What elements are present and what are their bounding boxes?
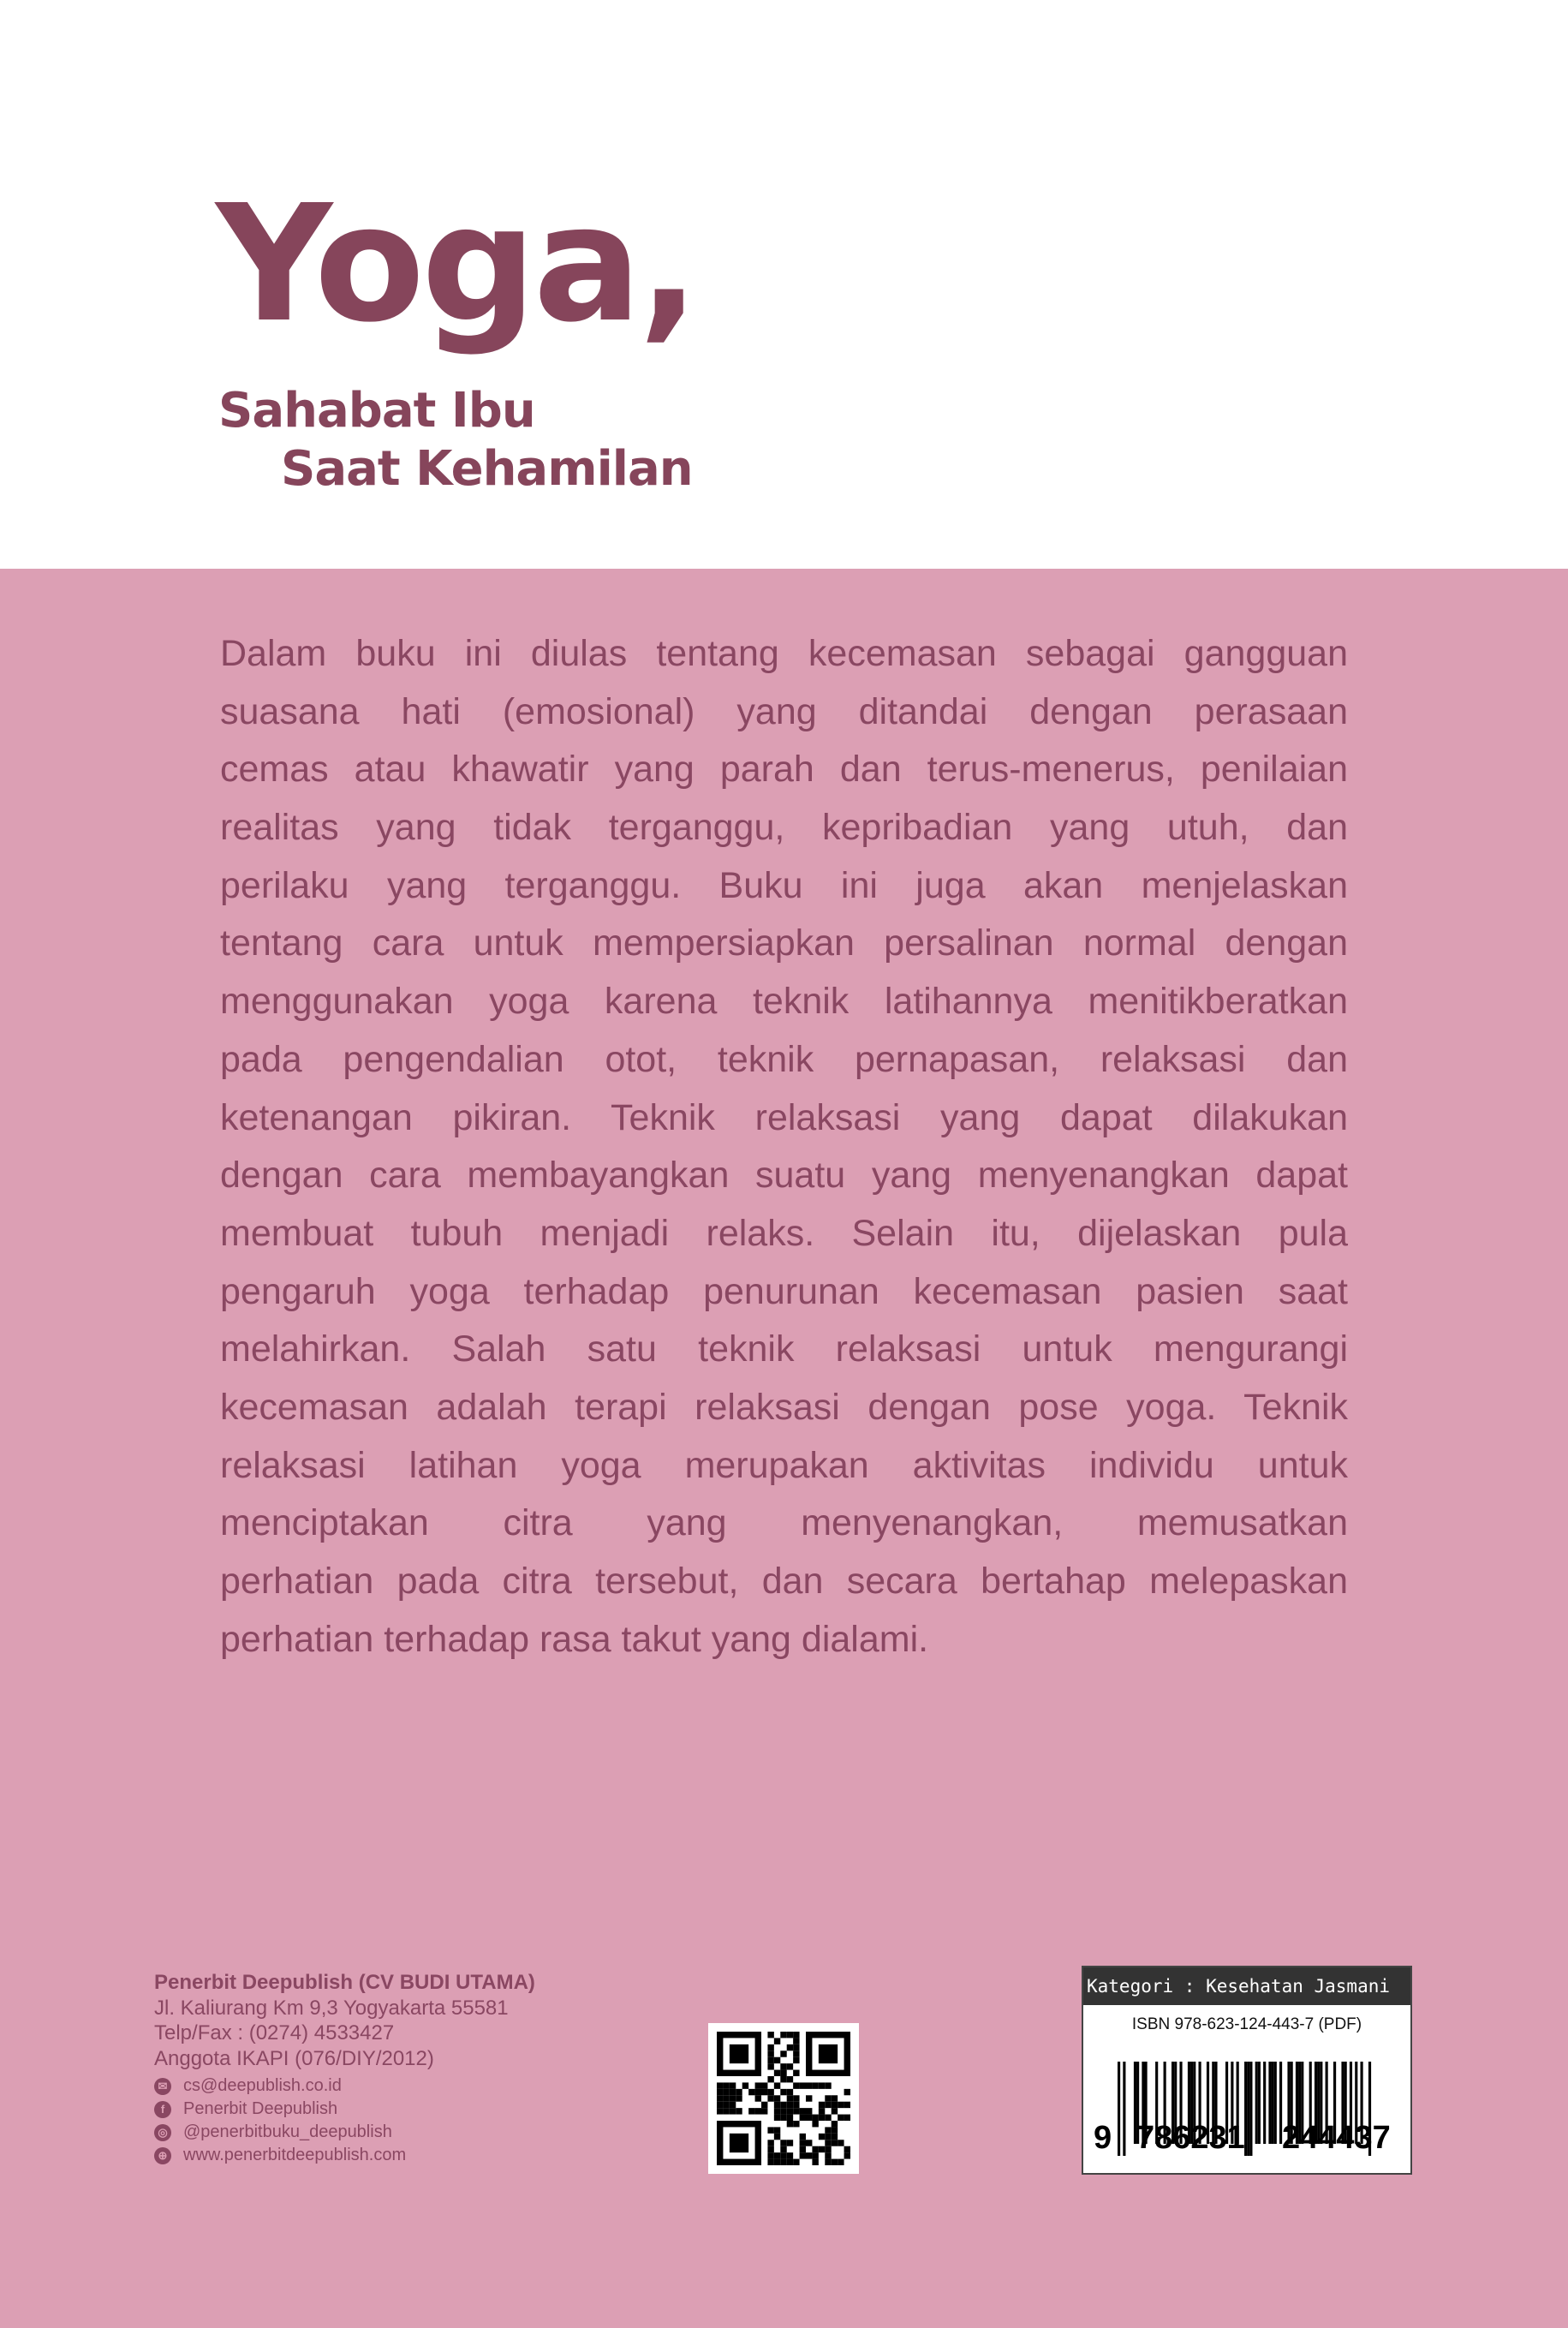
qr-module	[806, 2095, 812, 2101]
qr-module	[812, 2115, 818, 2121]
qr-module	[717, 2082, 723, 2088]
blurb-line: perhatian pada citra tersebut, dan secara bertahap melepaskan	[220, 1561, 1348, 1602]
qr-module	[793, 2102, 799, 2108]
barcode-bar	[1272, 2062, 1274, 2144]
qr-module	[755, 2082, 761, 2088]
qr-module	[767, 2057, 773, 2063]
qr-module	[780, 2070, 786, 2076]
qr-module	[819, 2102, 825, 2108]
blurb-line: cemas atau khawatir yang parah dan terus-menerus, penilaian	[220, 749, 1348, 791]
blurb-line: realitas yang tidak terganggu, kepribadian yang utuh, dan	[220, 807, 1348, 849]
qr-module	[767, 2044, 773, 2050]
qr-module	[819, 2146, 825, 2152]
qr-module	[825, 2146, 831, 2152]
blurb-line: perhatian terhadap rasa takut yang dialami.	[220, 1618, 929, 1660]
qr-module	[774, 2127, 780, 2133]
qr-module	[800, 2082, 806, 2088]
qr-module	[793, 2032, 799, 2038]
qr-module	[723, 2102, 729, 2108]
qr-module	[780, 2140, 786, 2146]
qr-module	[761, 2082, 767, 2088]
qr-module	[787, 2044, 793, 2050]
publisher-name: Penerbit Deepublish (CV BUDI UTAMA)	[154, 1971, 535, 1994]
qr-module	[832, 2159, 838, 2165]
qr-module	[793, 2057, 799, 2063]
qr-module	[730, 2095, 736, 2101]
qr-module	[723, 2108, 729, 2114]
qr-module	[812, 2121, 818, 2127]
qr-module	[774, 2152, 780, 2158]
qr-module	[742, 2082, 748, 2088]
category-label: Kategori : Kesehatan Jasmani	[1083, 1967, 1410, 2005]
qr-module	[800, 2108, 806, 2114]
qr-module	[832, 2134, 838, 2140]
barcode-bar	[1249, 2062, 1252, 2156]
qr-module	[774, 2070, 780, 2076]
qr-module	[838, 2115, 844, 2121]
isbn-text: ISBN 978-623-124-443-7 (PDF)	[1131, 2015, 1362, 2033]
qr-module	[787, 2115, 793, 2121]
qr-module	[844, 2089, 850, 2095]
qr-module	[793, 2095, 799, 2101]
qr-module	[755, 2095, 761, 2101]
qr-module	[767, 2140, 773, 2146]
qr-module	[787, 2140, 793, 2146]
qr-module	[730, 2108, 736, 2114]
publisher-member: Anggota IKAPI (076/DIY/2012)	[154, 2046, 434, 2070]
qr-module	[723, 2082, 729, 2088]
publisher-info	[154, 1970, 535, 2167]
qr-module	[787, 2095, 793, 2101]
qr-module	[825, 2127, 831, 2133]
qr-module	[730, 2089, 736, 2095]
qr-module	[767, 2076, 773, 2082]
contact-website	[154, 2144, 535, 2167]
qr-module	[774, 2134, 780, 2140]
qr-module	[774, 2102, 780, 2108]
instagram-text: @penerbitbuku_deepublish	[183, 2122, 392, 2141]
qr-module	[800, 2140, 806, 2146]
qr-module	[819, 2134, 825, 2140]
barcode-bar	[1123, 2062, 1125, 2156]
blurb-line: tentang cara untuk mempersiapkan persalinan normal dengan	[220, 922, 1348, 964]
email-text: cs@deepublish.co.id	[183, 2075, 342, 2095]
book-title: Yoga,	[216, 170, 696, 358]
qr-module	[844, 2115, 850, 2121]
qr-module	[793, 2070, 799, 2076]
qr-module	[812, 2152, 818, 2158]
qr-module	[819, 2115, 825, 2121]
blurb-line: ketenangan pikiran. Teknik relaksasi yang dapat dilakukan	[220, 1096, 1348, 1138]
qr-module	[825, 2152, 831, 2158]
qr-module	[793, 2159, 799, 2165]
barcode-bar	[1263, 2062, 1266, 2144]
qr-module	[767, 2050, 773, 2056]
blurb-line: menggunakan yoga karena teknik latihannya menitikberatkan	[220, 981, 1348, 1023]
qr-module	[767, 2032, 773, 2038]
qr-module	[780, 2076, 786, 2082]
qr-module	[767, 2159, 773, 2165]
qr-module	[793, 2108, 799, 2114]
qr-module	[806, 2108, 812, 2114]
qr-module	[800, 2152, 806, 2158]
qr-module	[787, 2076, 793, 2082]
website-text: www.penerbitdeepublish.com	[183, 2145, 407, 2164]
qr-module	[806, 2082, 812, 2088]
qr-module	[838, 2159, 844, 2165]
qr-module	[787, 2089, 793, 2095]
blurb-line: pengaruh yoga terhadap penurunan kecemasan pasien saat	[220, 1270, 1348, 1312]
qr-module	[761, 2089, 767, 2095]
blurb-line: Dalam buku ini diulas tentang kecemasan sebagai gangguan	[220, 633, 1348, 674]
blurb-line: dengan cara membayangkan suatu yang menyenangkan dapat	[220, 1155, 1348, 1197]
book-subtitle-line1: Sahabat Ibu	[218, 383, 535, 439]
qr-module	[780, 2115, 786, 2121]
qr-module	[780, 2108, 786, 2114]
qr-module	[736, 2095, 742, 2101]
qr-module	[793, 2038, 799, 2044]
barcode-digits-right: 244437	[1282, 2120, 1391, 2156]
qr-module	[832, 2140, 838, 2146]
qr-module	[844, 2152, 850, 2158]
barcode-bar	[1258, 2062, 1261, 2144]
qr-module	[780, 2063, 786, 2069]
barcode-bar	[1274, 2062, 1277, 2144]
qr-module	[780, 2089, 786, 2095]
blurb-line: kecemasan adalah terapi relaksasi dengan pose yoga. Teknik	[220, 1386, 1348, 1428]
qr-module	[761, 2108, 767, 2114]
qr-module	[793, 2050, 799, 2056]
qr-module	[844, 2102, 850, 2108]
barcode-digits-left: 786231	[1136, 2120, 1245, 2156]
facebook-text: Penerbit Deepublish	[183, 2098, 338, 2118]
book-subtitle-line2: Saat Kehamilan	[281, 441, 693, 497]
qr-module	[774, 2082, 780, 2088]
qr-module	[780, 2159, 786, 2165]
qr-module	[767, 2089, 773, 2095]
contact-facebook	[154, 2098, 535, 2121]
barcode-bar	[1255, 2062, 1258, 2144]
qr-module	[787, 2032, 793, 2038]
qr-module	[787, 2063, 793, 2069]
qr-module	[761, 2102, 767, 2108]
qr-code	[708, 2023, 859, 2174]
qr-module	[825, 2115, 831, 2121]
blurb-line: relaksasi latihan yoga merupakan aktivitas individu untuk	[220, 1444, 1348, 1486]
qr-module	[800, 2146, 806, 2152]
qr-module	[812, 2082, 818, 2088]
contact-email	[154, 2074, 535, 2098]
qr-module	[793, 2121, 799, 2127]
blurb-line: suasana hati (emosional) yang ditandai dengan perasaan	[220, 690, 1348, 732]
qr-module	[787, 2121, 793, 2127]
facebook-icon: f	[154, 2101, 171, 2118]
qr-module	[825, 2102, 831, 2108]
qr-module	[723, 2095, 729, 2101]
publisher-phone: Telp/Fax : (0274) 4533427	[154, 2021, 395, 2044]
qr-module	[748, 2108, 754, 2114]
qr-module	[736, 2089, 742, 2095]
qr-module	[787, 2152, 793, 2158]
qr-module	[825, 2082, 831, 2088]
blurb-line: perilaku yang terganggu. Buku ini juga akan menjelaskan	[220, 864, 1348, 906]
blurb-line: menciptakan citra yang menyenangkan, memusatkan	[220, 1502, 1348, 1544]
qr-module	[806, 2115, 812, 2121]
blurb-line: pada pengendalian otot, teknik pernapasan, relaksasi dan	[220, 1038, 1348, 1080]
qr-module	[812, 2146, 818, 2152]
qr-module	[717, 2095, 723, 2101]
publisher-address: Jl. Kaliurang Km 9,3 Yogyakarta 55581	[154, 1996, 509, 2020]
barcode-bar	[1118, 2062, 1120, 2156]
qr-module	[832, 2127, 838, 2133]
qr-module	[787, 2108, 793, 2114]
qr-module	[819, 2108, 825, 2114]
qr-module	[780, 2050, 786, 2056]
qr-module	[723, 2089, 729, 2095]
qr-module	[825, 2095, 831, 2101]
instagram-icon: ◎	[154, 2124, 171, 2141]
qr-module	[780, 2102, 786, 2108]
blurb-line: membuat tubuh menjadi relaks. Selain itu, dijelaskan pula	[220, 1212, 1348, 1254]
barcode-bar	[1247, 2062, 1249, 2156]
qr-module	[832, 2108, 838, 2114]
qr-module	[755, 2089, 761, 2095]
qr-module	[774, 2057, 780, 2063]
qr-module	[806, 2140, 812, 2146]
qr-module	[717, 2102, 723, 2108]
qr-module	[767, 2152, 773, 2158]
qr-module	[774, 2095, 780, 2101]
qr-module	[780, 2146, 786, 2152]
qr-module	[730, 2102, 736, 2108]
qr-module	[825, 2134, 831, 2140]
qr-module	[767, 2095, 773, 2101]
qr-module	[717, 2108, 723, 2114]
qr-module	[780, 2032, 786, 2038]
qr-module	[736, 2108, 742, 2114]
qr-module	[819, 2044, 838, 2063]
blurb-line: melahirkan. Salah satu teknik relaksasi untuk mengurangi	[220, 1328, 1348, 1370]
globe-icon: ⊕	[154, 2147, 171, 2164]
qr-module	[844, 2146, 850, 2152]
barcode-bar	[1268, 2062, 1271, 2144]
qr-module	[812, 2159, 818, 2165]
blurb-paragraph	[220, 625, 1348, 1668]
qr-module	[774, 2038, 780, 2044]
qr-module	[793, 2044, 799, 2050]
qr-module	[787, 2102, 793, 2108]
cover-top	[0, 0, 1568, 569]
qr-module	[774, 2159, 780, 2165]
qr-module	[800, 2134, 806, 2140]
qr-module	[730, 2044, 748, 2063]
qr-module	[825, 2140, 831, 2146]
qr-module	[800, 2115, 806, 2121]
qr-module	[717, 2089, 723, 2095]
isbn-barcode-box	[1082, 1966, 1412, 2175]
qr-module	[793, 2082, 799, 2088]
qr-module	[838, 2102, 844, 2108]
qr-module	[774, 2108, 780, 2114]
email-icon: ✉	[154, 2078, 171, 2095]
qr-module	[806, 2152, 812, 2158]
qr-module	[767, 2063, 773, 2069]
qr-module	[832, 2095, 838, 2101]
qr-module	[832, 2102, 838, 2108]
qr-module	[730, 2082, 736, 2088]
qr-module	[787, 2159, 793, 2165]
qr-module	[767, 2146, 773, 2152]
qr-module	[730, 2134, 748, 2152]
barcode-digit-first: 9	[1094, 2120, 1112, 2156]
qr-module	[825, 2159, 831, 2165]
qr-module	[832, 2121, 838, 2127]
qr-module	[767, 2127, 773, 2133]
qr-module	[774, 2115, 780, 2121]
qr-module	[838, 2140, 844, 2146]
contact-instagram	[154, 2121, 535, 2144]
qr-module	[819, 2082, 825, 2088]
qr-module	[780, 2152, 786, 2158]
qr-module	[755, 2108, 761, 2114]
qr-module	[748, 2089, 754, 2095]
